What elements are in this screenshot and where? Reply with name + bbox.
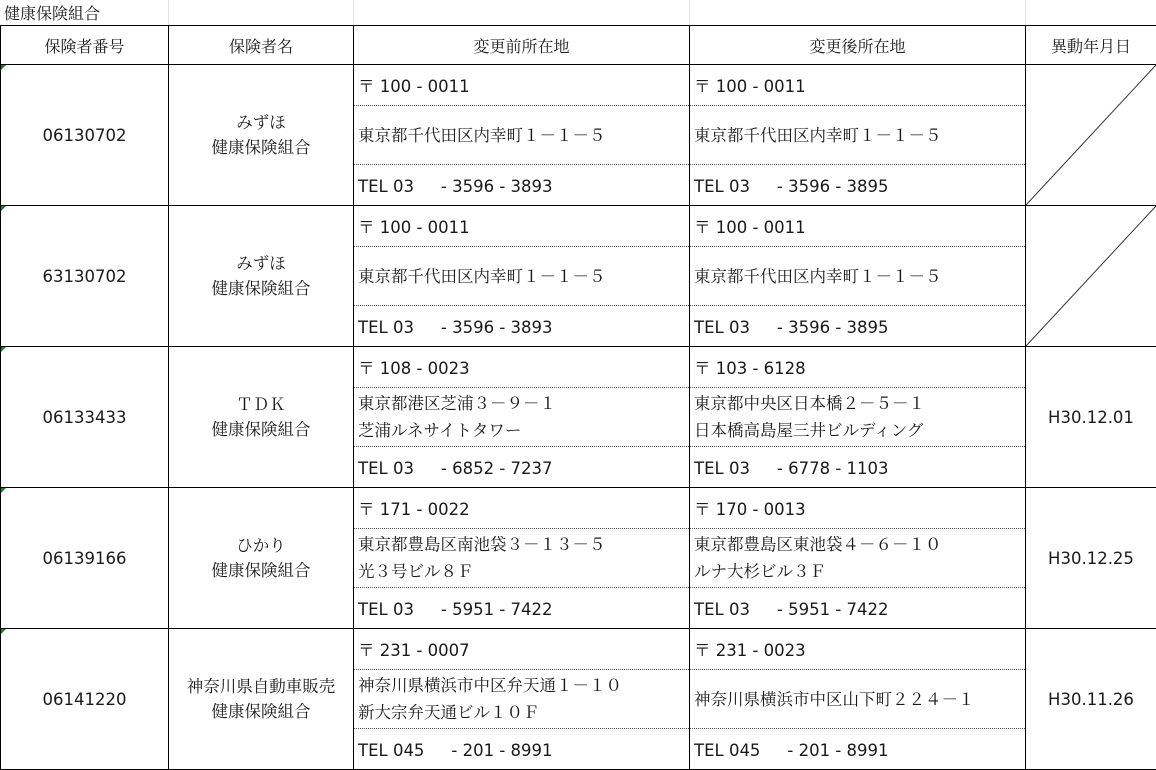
header-row <box>1 26 1156 65</box>
before-address-line1: 神奈川県横浜市中区弁天通１－１０ <box>358 676 622 695</box>
after-address-cell[interactable] <box>690 65 1026 206</box>
after-postal-code: 〒 100 - 0011 <box>694 77 806 96</box>
after-address-line1: 東京都中央区日本橋２－５－１ <box>694 394 925 413</box>
insurer-number: 06133433 <box>42 407 127 427</box>
before-phone: TEL 03 - 6852 - 7237 <box>354 446 689 487</box>
after-phone: TEL 03 - 5951 - 7422 <box>690 587 1025 628</box>
after-phone: TEL 045 - 201 - 8991 <box>690 728 1025 769</box>
insurer-number-cell[interactable] <box>1 488 169 629</box>
gridline <box>353 0 354 25</box>
before-address-cell[interactable] <box>354 206 690 347</box>
change-date: H30.11.26 <box>1048 689 1134 709</box>
comment-marker-icon <box>1 347 6 352</box>
comment-marker-icon <box>1 206 6 211</box>
after-address-line1: 東京都千代田区内幸町１－１－５ <box>694 266 942 286</box>
before-address-cell[interactable] <box>354 347 690 488</box>
insurer-name-cell[interactable] <box>169 65 354 206</box>
insurer-number: 06130702 <box>42 125 127 145</box>
insurer-number-cell[interactable] <box>1 65 169 206</box>
before-postal-code: 〒 171 - 0022 <box>358 500 470 519</box>
before-address-line2: 芝浦ルネサイトタワー <box>358 421 522 440</box>
insurer-name-line1: ＴＤＫ <box>236 395 286 414</box>
change-date: H30.12.25 <box>1048 548 1134 568</box>
insurer-name-line2: 健康保険組合 <box>211 279 311 298</box>
after-postal-code: 〒 231 - 0023 <box>694 641 806 660</box>
change-date-cell[interactable] <box>1026 206 1156 347</box>
insurer-number-cell[interactable] <box>1 347 169 488</box>
insurer-name-cell[interactable] <box>169 488 354 629</box>
gridline <box>689 0 690 25</box>
before-phone: TEL 03 - 3596 - 3893 <box>354 305 689 346</box>
comment-marker-icon <box>1 488 6 493</box>
change-date-cell[interactable] <box>1026 629 1156 770</box>
insurer-number-cell[interactable] <box>1 206 169 347</box>
table-row <box>1 347 1156 488</box>
insurer-number-cell[interactable] <box>1 629 169 770</box>
before-address-line1: 東京都千代田区内幸町１－１－５ <box>358 125 606 145</box>
after-phone: TEL 03 - 3596 - 3895 <box>690 305 1025 346</box>
before-address-cell[interactable] <box>354 488 690 629</box>
before-postal-code: 〒 100 - 0011 <box>358 77 470 96</box>
table-row <box>1 629 1156 770</box>
after-address-cell[interactable] <box>690 488 1026 629</box>
after-address <box>690 387 1025 446</box>
insurer-number: 06141220 <box>42 689 127 709</box>
not-applicable-slash-icon <box>1026 65 1156 205</box>
before-address-cell[interactable] <box>354 629 690 770</box>
after-address-line2: 日本橋高島屋三井ビルディング <box>694 421 924 440</box>
change-date: H30.12.01 <box>1048 407 1134 427</box>
after-address <box>690 669 1025 728</box>
insurer-name-line2: 健康保険組合 <box>211 702 311 721</box>
before-postal-code: 〒 108 - 0023 <box>358 359 470 378</box>
header-after-address[interactable]: 変更後所在地 <box>690 26 1026 65</box>
after-address-line2: ルナ大杉ビル３Ｆ <box>694 562 826 581</box>
before-address-line1: 東京都港区芝浦３－９－１ <box>358 394 556 413</box>
sheet-title: 健康保険組合 <box>4 4 101 23</box>
after-postal-code: 〒 170 - 0013 <box>694 500 806 519</box>
insurer-number: 63130702 <box>42 266 127 286</box>
insurer-name-line1: みずほ <box>236 113 286 132</box>
before-phone: TEL 045 - 201 - 8991 <box>354 728 689 769</box>
before-address-line1: 東京都千代田区内幸町１－１－５ <box>358 266 606 286</box>
after-address-cell[interactable] <box>690 206 1026 347</box>
before-address <box>354 669 689 728</box>
comment-marker-icon <box>1 629 6 634</box>
gridline <box>1025 0 1026 25</box>
after-phone: TEL 03 - 3596 - 3895 <box>690 164 1025 205</box>
insurer-number: 06139166 <box>42 548 127 568</box>
after-postal-code: 〒 103 - 6128 <box>694 359 806 378</box>
before-address-line1: 東京都豊島区南池袋３－１３－５ <box>358 535 606 554</box>
before-postal-code: 〒 231 - 0007 <box>358 641 470 660</box>
header-name[interactable]: 保険者名 <box>169 26 354 65</box>
after-address-line1: 神奈川県横浜市中区山下町２２４－１ <box>694 689 975 709</box>
insurer-name-line1: みずほ <box>236 254 286 273</box>
before-address <box>354 246 689 305</box>
insurer-name-cell[interactable] <box>169 347 354 488</box>
before-address-line2: 光３号ビル８Ｆ <box>358 562 474 581</box>
after-phone: TEL 03 - 6778 - 1103 <box>690 446 1025 487</box>
insurer-name-line2: 健康保険組合 <box>211 420 311 439</box>
comment-marker-icon <box>1 65 6 70</box>
table-row <box>1 206 1156 347</box>
insurer-name-line1: ひかり <box>236 536 286 555</box>
table-row <box>1 65 1156 206</box>
before-address <box>354 105 689 164</box>
change-date-cell[interactable] <box>1026 65 1156 206</box>
before-address <box>354 528 689 587</box>
header-change-date[interactable]: 異動年月日 <box>1026 26 1156 65</box>
insurer-name-cell[interactable] <box>169 629 354 770</box>
after-address-line1: 東京都豊島区東池袋４－６－１０ <box>694 535 942 554</box>
header-number[interactable]: 保険者番号 <box>1 26 169 65</box>
before-postal-code: 〒 100 - 0011 <box>358 218 470 237</box>
gridline <box>168 0 169 25</box>
change-date-cell[interactable] <box>1026 347 1156 488</box>
not-applicable-slash-icon <box>1026 206 1156 346</box>
insurer-name-line2: 健康保険組合 <box>211 561 311 580</box>
table-row <box>1 488 1156 629</box>
before-phone: TEL 03 - 3596 - 3893 <box>354 164 689 205</box>
insurer-name-cell[interactable] <box>169 206 354 347</box>
insurer-change-table <box>0 25 1156 770</box>
insurer-name-line1: 神奈川県自動車販売 <box>186 677 336 696</box>
change-date-cell[interactable] <box>1026 488 1156 629</box>
after-address-line1: 東京都千代田区内幸町１－１－５ <box>694 125 942 145</box>
before-address <box>354 387 689 446</box>
after-address <box>690 105 1025 164</box>
after-address-cell[interactable] <box>690 347 1026 488</box>
after-address-cell[interactable] <box>690 629 1026 770</box>
before-address-line2: 新大宗弁天通ビル１０Ｆ <box>358 703 540 722</box>
after-address <box>690 246 1025 305</box>
header-before-address[interactable]: 変更前所在地 <box>354 26 690 65</box>
after-address <box>690 528 1025 587</box>
before-address-cell[interactable] <box>354 65 690 206</box>
insurer-name-line2: 健康保険組合 <box>211 138 311 157</box>
after-postal-code: 〒 100 - 0011 <box>694 218 806 237</box>
before-phone: TEL 03 - 5951 - 7422 <box>354 587 689 628</box>
